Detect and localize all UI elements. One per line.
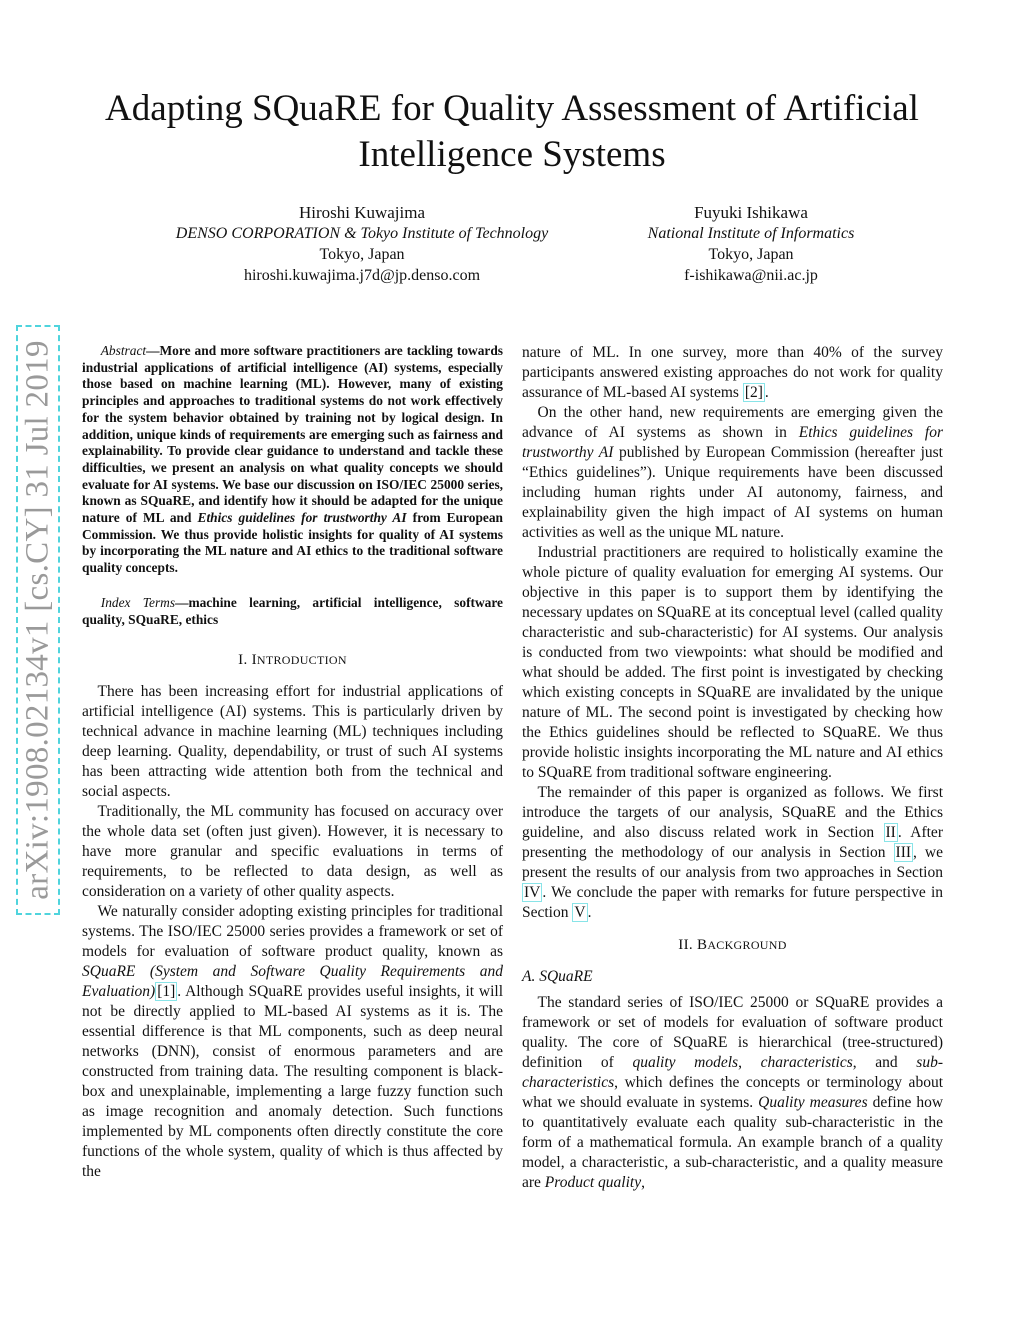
index-terms (82, 595, 503, 628)
section-link[interactable]: III (895, 844, 912, 861)
text: . (587, 904, 592, 921)
intro-paragraph-5: Industrial practitioners are required to holistically examine the whole picture of quality evaluation for emerging AI systems. Our objective in this paper is to support them by identifying the necessary updates on SQuaRE at its conceptual level (called quality characteristic and sub-characteristic) for AI systems. Our analysis is conducted from two viewpoints: what should be modified and what should be added. The first point is investigated by checking which existing concepts in SQuaRE are invalidated by the unique nature of ML. The second point is investigated by checking how the Ethics guidelines should be reflected to SQuaRE. We thus provide holistic insights incorporating the ML nature and AI ethics to SQuaRE from traditional software engineering. (522, 544, 943, 781)
text: On the other hand, new requirements are emerging given the advance of AI systems as shown in (522, 404, 943, 441)
subsection-heading-square: A. SQuaRE (522, 968, 593, 985)
left-column (82, 343, 503, 1182)
text: . (764, 384, 769, 401)
emphasis: SQuaRE (System and Software Quality Requirements and Evaluation) (82, 963, 503, 1001)
section-rest: NTRODUCTION (256, 653, 347, 668)
intro-paragraph-3 (82, 902, 503, 1182)
text: , (641, 1174, 645, 1191)
author-block-1 (160, 202, 564, 286)
text: . Although SQuaRE provides useful insights, it will not be directly applied to ML-based AI systems as it is. The essential difference is that ML components, such as deep neural networks (DNN), consist of enormous parameters and are constructed from training data. The resulting component is black-box and unexplainable, implementing a large fuzzy function such as image recognition and anomaly detection. Such functions implemented by ML components often directly constitute the core functions of the whole system, quality of which is thus affected by the (82, 983, 503, 1181)
right-column (522, 343, 943, 1193)
text: , (738, 1054, 761, 1071)
author-affiliation: National Institute of Informatics (647, 225, 855, 242)
text: define how to quantitatively evaluate each quality sub-characteristic in the form of a mathematical formula. An example branch of a quality model, a characteristic, a sub-characteristic, and a quality measure are (522, 1094, 944, 1191)
citation-link[interactable]: [2] (744, 384, 763, 401)
arxiv-stamp-text: arXiv:1908.02134v1 [cs.CY] 31 Jul 2019 (19, 340, 56, 900)
text: , which defines the concepts or terminology about what we should evaluate in systems. (522, 1074, 943, 1111)
text: , we present the results of our analysis from two approaches in Section (522, 844, 944, 881)
text: , and (852, 1054, 917, 1071)
section-initial: I (251, 652, 257, 669)
author-block-2 (630, 202, 872, 286)
section-heading-background (522, 935, 943, 955)
index-terms-text: —machine learning, artificial intelligence, software quality, SQuaRE, ethics (82, 594, 503, 627)
text: . After presenting the methodology of our analysis in Section (522, 824, 943, 861)
section-number: II. (678, 937, 697, 953)
intro-paragraph-2: Traditionally, the ML community has focused on accuracy over the whole data set (often just given). However, it is necessary to have more granular and specific evaluations in terms of requirements, to be reflected to data design, as well as consideration on a variety of other quality aspects. (82, 803, 503, 901)
section-link[interactable]: IV (524, 884, 541, 901)
author-name: Hiroshi Kuwajima (298, 203, 426, 222)
section-link[interactable]: II (885, 824, 896, 841)
text: . We conclude the paper with remarks for future perspective in Section (522, 884, 943, 921)
citation-link[interactable]: [1] (157, 983, 176, 1001)
text: We naturally consider adopting existing principles for traditional systems. The ISO/IEC 25000 series provides a framework or set of models for evaluation of software product quality, known as (82, 903, 503, 961)
intro-paragraph-3-cont (522, 343, 943, 403)
text: nature of ML. In one survey, more than 40% of the survey participants answered existing approaches do not work for quality assurance of ML-based AI systems (522, 344, 943, 401)
author-name: Fuyuki Ishikawa (694, 203, 808, 222)
author-location: Tokyo, Japan (319, 246, 405, 263)
intro-paragraph-6 (522, 783, 943, 923)
abstract-label: Abstract (100, 343, 147, 358)
abstract-text-2: from European Commission. We thus provide holistic insights for quality of AI systems by incorporating the ML nature and AI ethics to the traditional software quality concepts. (82, 510, 503, 576)
abstract-text-1: —More and more software practitioners are tackling towards industrial applications of artificial intelligence (AI) systems, especially those based on machine learning (ML). However, many of existing principles and approaches to traditional systems do not work effectively for the system behavior obtained by training not by logical design. In addition, unique kinds of requirements are emerging such as fairness and explainability. To provide clear guidance to understand and tackle these difficulties, we present an analysis on what quality concepts we should evaluate for AI systems. We base our discussion on ISO/IEC 25000 series, known as SQuaRE, and identify how it should be adapted for the unique nature of ML and (82, 343, 503, 526)
section-heading-introduction (82, 650, 503, 670)
background-paragraph-1 (522, 993, 943, 1193)
author-email[interactable]: hiroshi.kuwajima.j7d@jp.denso.com (243, 267, 481, 284)
index-terms-label: Index Terms (100, 594, 176, 610)
section-number: I. (238, 652, 252, 669)
abstract (82, 343, 503, 577)
arxiv-stamp (16, 325, 60, 915)
intro-paragraph-1: There has been increasing effort for industrial applications of artificial intelligence (AI) systems. This is particularly driven by technical advance in machine learning (ML) techniques including deep learning. Quality, dependability, or trust of such AI systems has been attracting wide attention both from the technical and social aspects. (82, 683, 503, 801)
emphasis: characteristics (760, 1054, 853, 1071)
section-initial: B (697, 937, 708, 953)
author-affiliation: DENSO CORPORATION & Tokyo Institute of Technology (175, 225, 549, 242)
emphasis: sub-characteristics (522, 1054, 943, 1091)
text: The remainder of this paper is organized as follows. We first introduce the targets of our analysis, SQuaRE and the Ethics guideline, and also discuss related work in Section (522, 784, 943, 841)
author-location: Tokyo, Japan (708, 246, 794, 263)
emphasis: Ethics guidelines for trustworthy AI (522, 424, 943, 461)
abstract-emphasis: Ethics guidelines for trustworthy AI (197, 510, 407, 526)
section-link[interactable]: V (574, 904, 586, 921)
intro-paragraph-4 (522, 403, 943, 543)
emphasis: quality models (632, 1054, 739, 1071)
emphasis: Quality measures (758, 1094, 868, 1111)
author-email[interactable]: f-ishikawa@nii.ac.jp (684, 267, 818, 284)
emphasis: Product quality (544, 1174, 642, 1191)
section-rest: ACKGROUND (707, 938, 787, 952)
paper-title: Adapting SQuaRE for Quality Assessment of Artificial Intelligence Systems (105, 88, 919, 175)
text: The standard series of ISO/IEC 25000 or SQuaRE provides a framework or set of models for evaluation of software product quality. The core of SQuaRE is hierarchical (tree-structured) definition of (522, 994, 943, 1071)
text: published by European Commission (hereafter just “Ethics guidelines”). Unique requirements have been discussed including human rights under AI autonomy, fairness, and explainability given the high impact of AI systems on human activities as well as the unique ML nature. (522, 444, 943, 541)
